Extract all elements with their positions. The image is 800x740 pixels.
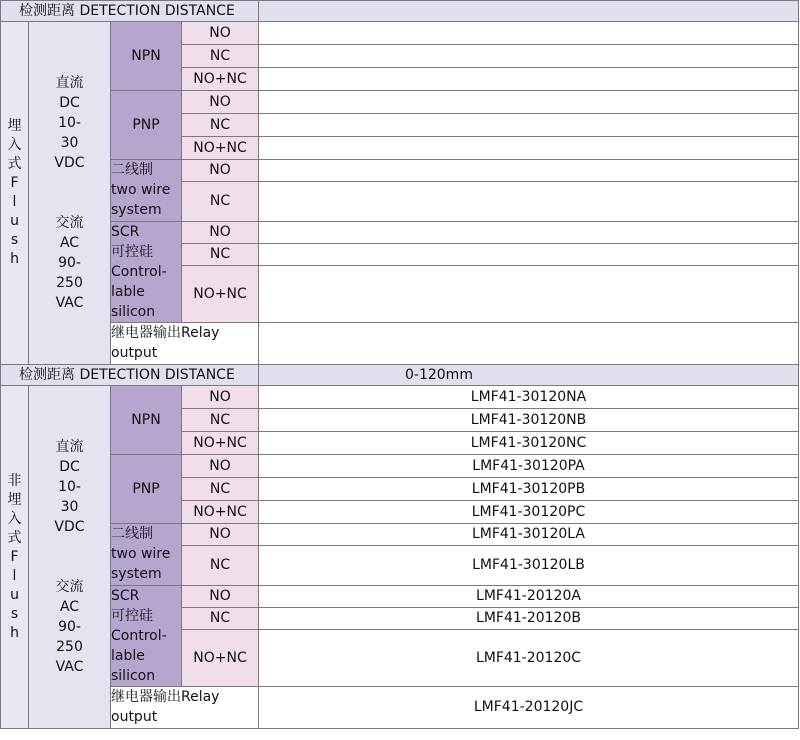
npn-label: NPN: [111, 386, 182, 455]
output-type-cell: NO+NC: [182, 501, 259, 524]
model-number-cell: LMF41-30120LB: [259, 546, 799, 586]
mounting-type-cell: 非 埋 入 式 F l u s h: [1, 386, 29, 729]
model-number-cell: [259, 160, 799, 182]
output-type-cell: NO: [182, 22, 259, 45]
model-number-cell: LMF41-30120NB: [259, 409, 799, 432]
output-type-cell: NC: [182, 546, 259, 586]
table-row: [1, 455, 799, 478]
two-wire-label: 二线制 two wire system: [111, 160, 182, 222]
output-type-cell: NC: [182, 114, 259, 137]
output-type-cell: NO: [182, 455, 259, 478]
model-number-cell: LMF41-30120NA: [259, 386, 799, 409]
output-type-cell: NC: [182, 45, 259, 68]
table-row: [1, 22, 799, 45]
model-number-cell: [259, 45, 799, 68]
output-type-cell: NO: [182, 524, 259, 546]
model-number-cell: LMF41-20120B: [259, 608, 799, 630]
output-type-cell: NO+NC: [182, 432, 259, 455]
output-type-cell: NC: [182, 182, 259, 222]
model-number-cell: [259, 244, 799, 266]
table-row: [1, 323, 799, 365]
pnp-label: PNP: [111, 91, 182, 160]
supply-voltage-cell: 直流 DC 10- 30 VDC 交流 AC 90- 250 VAC: [29, 386, 111, 729]
model-number-cell: LMF41-30120PB: [259, 478, 799, 501]
detection-distance-label: 检测距离 DETECTION DISTANCE: [1, 365, 259, 386]
relay-output-label: 继电器输出Relay output: [111, 323, 259, 365]
pnp-label: PNP: [111, 455, 182, 524]
output-type-cell: NO: [182, 586, 259, 608]
model-number-cell: [259, 266, 799, 323]
output-type-cell: NC: [182, 409, 259, 432]
table-row: [1, 160, 799, 182]
output-type-cell: NO+NC: [182, 137, 259, 160]
output-type-cell: NC: [182, 608, 259, 630]
scr-label: SCR 可控硅 Control- lable silicon: [111, 222, 182, 323]
model-number-cell: LMF41-30120PA: [259, 455, 799, 478]
model-number-cell: [259, 182, 799, 222]
model-number-cell: [259, 323, 799, 365]
output-type-cell: NO: [182, 386, 259, 409]
table-row: [1, 524, 799, 546]
model-number-cell: [259, 222, 799, 244]
model-number-cell: LMF41-30120LA: [259, 524, 799, 546]
table-row: [1, 386, 799, 409]
model-number-cell: LMF41-30120PC: [259, 501, 799, 524]
table-row: [1, 586, 799, 608]
npn-label: NPN: [111, 22, 182, 91]
model-number-cell: LMF41-20120A: [259, 586, 799, 608]
output-type-cell: NO+NC: [182, 68, 259, 91]
model-number-cell: [259, 68, 799, 91]
detection-distance-header-row: [1, 365, 799, 386]
model-number-cell: [259, 91, 799, 114]
table-row: [1, 91, 799, 114]
detection-distance-header-row: [1, 1, 799, 22]
scr-label: SCR 可控硅 Control- lable silicon: [111, 586, 182, 687]
detection-distance-value: 0-120mm: [259, 365, 799, 386]
output-type-cell: NO+NC: [182, 630, 259, 687]
table-row: [1, 222, 799, 244]
model-number-cell: [259, 114, 799, 137]
two-wire-label: 二线制 two wire system: [111, 524, 182, 586]
supply-voltage-cell: 直流 DC 10- 30 VDC 交流 AC 90- 250 VAC: [29, 22, 111, 365]
output-type-cell: NO: [182, 222, 259, 244]
model-number-cell: LMF41-30120NC: [259, 432, 799, 455]
table-row: [1, 687, 799, 729]
model-number-cell: LMF41-20120JC: [259, 687, 799, 729]
output-type-cell: NC: [182, 478, 259, 501]
output-type-cell: NO: [182, 91, 259, 114]
output-type-cell: NO: [182, 160, 259, 182]
mounting-type-cell: 埋 入 式 F l u s h: [1, 22, 29, 365]
model-number-cell: [259, 22, 799, 45]
output-type-cell: NC: [182, 244, 259, 266]
model-number-cell: LMF41-20120C: [259, 630, 799, 687]
relay-output-label: 继电器输出Relay output: [111, 687, 259, 729]
output-type-cell: NO+NC: [182, 266, 259, 323]
detection-distance-value: [259, 1, 799, 22]
detection-distance-label: 检测距离 DETECTION DISTANCE: [1, 1, 259, 22]
model-number-cell: [259, 137, 799, 160]
